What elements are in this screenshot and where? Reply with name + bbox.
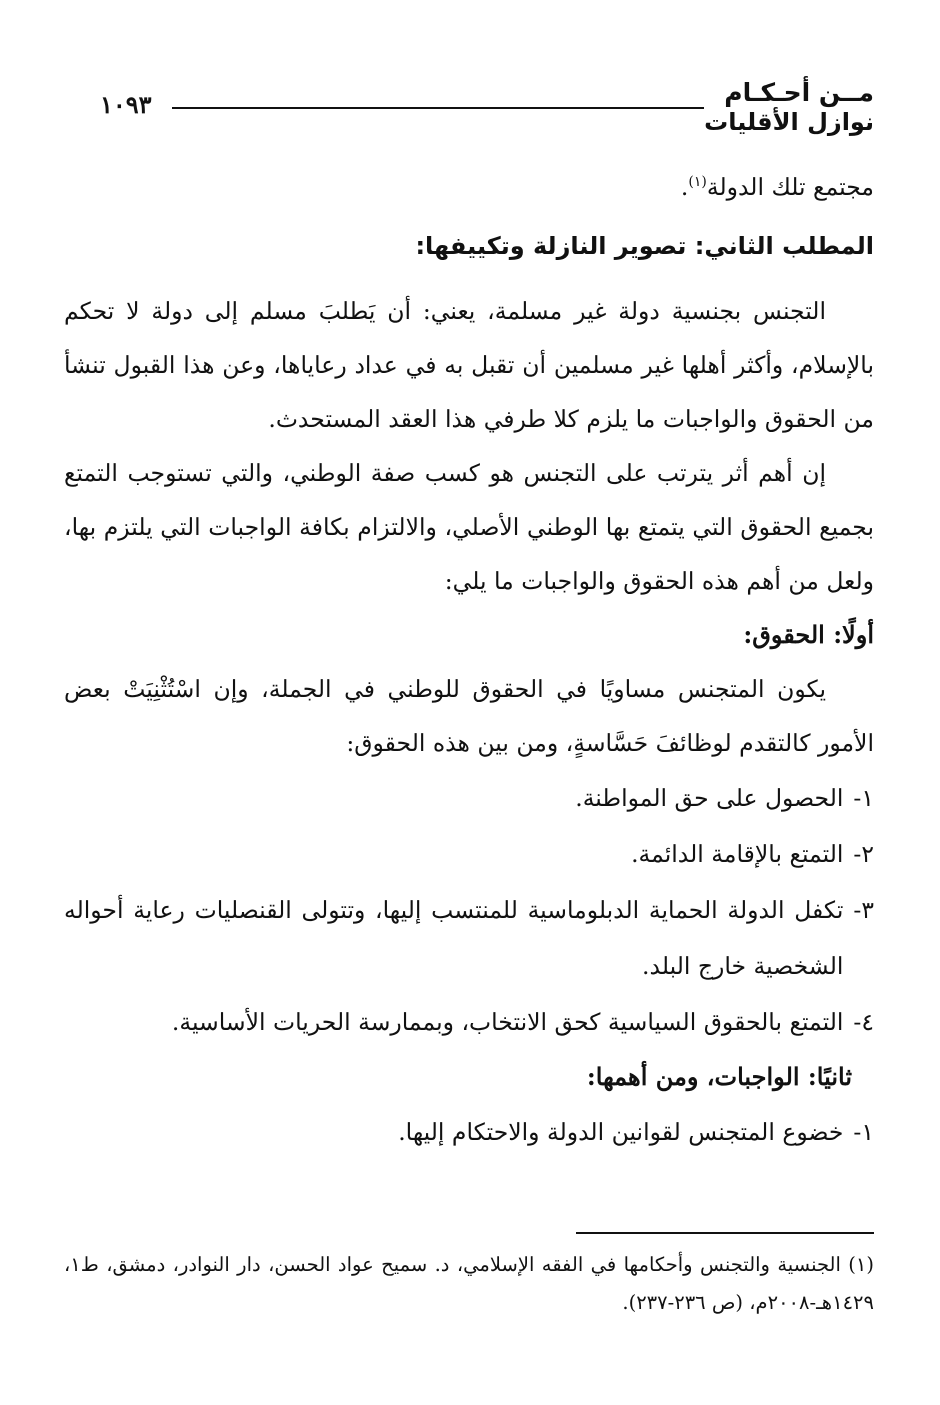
paragraph-definition: التجنس بجنسية دولة غير مسلمة، يعني: أن يَطلبَ مسلم إلى دولة لا تحكم بالإسلام، وأكثر أهلها غير مسلمين أن تقبل به في عداد رعاياها، وعن هذا القبول تنشأ من الحقوق والواجبات ما يلزم كلا طرفي هذا العقد المستحدث. — [64, 297, 874, 433]
book-title-line2: نوازل الأقليات — [704, 108, 874, 136]
list-item — [64, 770, 874, 826]
list-item-number: ١- — [853, 1118, 874, 1146]
page-body — [64, 160, 874, 1160]
intro-end: . — [680, 173, 689, 201]
paragraph-effects: إن أهم أثر يترتب على التجنس هو كسب صفة الوطني، والتي تستوجب التمتع بجميع الحقوق التي يتمتع بها الوطني الأصلي، والالتزام بكافة الواجبات التي يلتزم بها، ولعل من أهم هذه الحقوق والواجبات ما يلي: — [64, 459, 874, 595]
rights-list — [64, 770, 874, 1050]
page-header — [100, 78, 874, 148]
list-item-text: خضوع المتجنس لقوانين الدولة والاحتكام إليها. — [398, 1118, 844, 1146]
list-item-number: ٣- — [853, 896, 874, 924]
list-item-text: التمتع بالحقوق السياسية كحق الانتخاب، وبممارسة الحريات الأساسية. — [171, 1008, 844, 1036]
list-item — [64, 994, 874, 1050]
list-item-text: الحصول على حق المواطنة. — [575, 784, 844, 812]
section-title: المطلب الثاني: تصوير النازلة وتكييفها: — [415, 232, 874, 260]
book-title — [704, 78, 874, 137]
list-item — [64, 1104, 874, 1160]
list-item — [64, 826, 874, 882]
list-item-text: تكفل الدولة الحماية الدبلوماسية للمنتسب إليها، وتتولى القنصليات رعاية أحواله الشخصية خارج البلد. — [64, 896, 844, 980]
paragraph-rights-intro: يكون المتجنس مساويًا في الحقوق للوطني في الجملة، وإن اسْتُثْنِيَتْ بعض الأمور كالتقدم لوظائفَ حَسَّاسةٍ، ومن بين هذه الحقوق: — [64, 675, 874, 757]
duties-list — [64, 1104, 874, 1160]
duties-heading: ثانيًا: الواجبات، ومن أهمها: — [586, 1062, 852, 1091]
footnote-marker: (١) — [688, 174, 707, 191]
list-item — [64, 882, 874, 994]
list-item-text: التمتع بالإقامة الدائمة. — [631, 840, 844, 868]
list-item-number: ١- — [853, 784, 874, 812]
list-item-number: ٤- — [853, 1008, 874, 1036]
rights-heading: أولًا: الحقوق: — [743, 620, 874, 649]
page-number: ١٠٩٣ — [100, 90, 152, 119]
list-item-number: ٢- — [853, 840, 874, 868]
footnote-rule — [576, 1232, 874, 1234]
book-title-line1: مــن أحـكـام — [724, 78, 874, 107]
header-rule — [172, 107, 704, 109]
intro-text: مجتمع تلك الدولة — [706, 173, 874, 201]
footnote: (١) الجنسية والتجنس وأحكامها في الفقه الإسلامي، د. سميح عواد الحسن، دار النوادر، دمشق، ط١، ١٤٢٩هـ-٢٠٠٨م، (ص ٢٣٦-٢٣٧). — [64, 1253, 874, 1314]
intro-line — [64, 160, 874, 214]
